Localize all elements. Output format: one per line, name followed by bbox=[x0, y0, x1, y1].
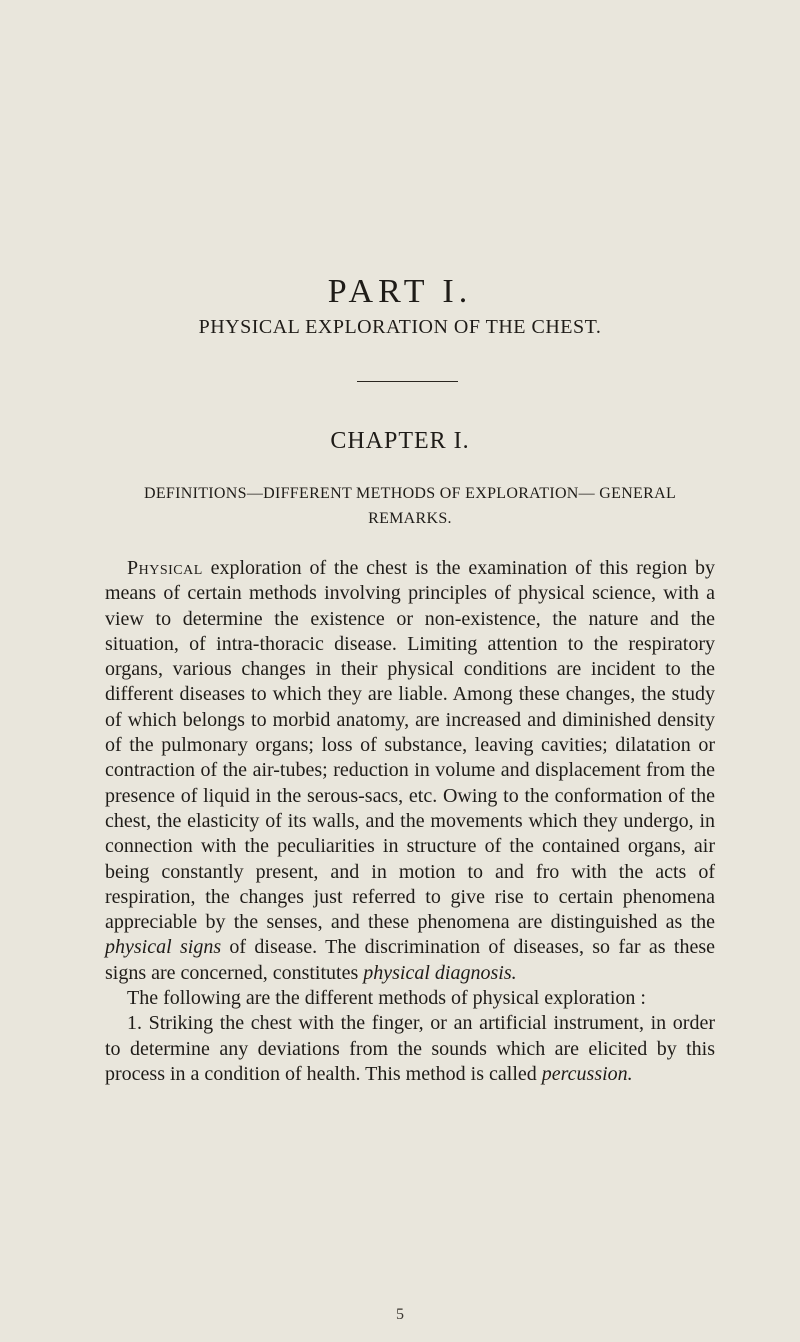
paragraph-method-percussion bbox=[105, 1011, 715, 1087]
paragraph-text: exploration of the chest is the examination of this region by means of certain methods involving principles of physical science, with a view to determine the existence or non-existence, the nature and the situation, of intra-thoracic disease. Limiting attention to the respiratory organs, various changes in their physical conditions are incident to the different diseases to which they are liable. Among these changes, the study of which belongs to morbid anatomy, are increased and diminished density of the pulmonary organs; loss of substance, leaving cavities; dilatation or contraction of the air-tubes; reduction in volume and displacement from the presence of liquid in the serous-sacs, etc. Owing to the conformation of the chest, the elasticity of its walls, and the movements which they undergo, in connection with the peculiarities in structure of the contained organs, air being constantly present, and in motion to and fro with the acts of respiration, the changes just referred to give rise to certain phenomena appreciable by the senses, and these phenomena are distinguished as the bbox=[105, 557, 715, 934]
emphasis-term: physical signs bbox=[105, 936, 222, 959]
part-subtitle: PHYSICAL EXPLORATION OF THE CHEST. bbox=[198, 316, 602, 338]
paragraph-definition bbox=[105, 556, 715, 986]
section-divider bbox=[357, 381, 458, 382]
paragraph-methods-intro: The following are the different methods of physical exploration : bbox=[127, 987, 646, 1010]
body-text bbox=[105, 556, 715, 1087]
part-title: PART I. bbox=[327, 273, 473, 310]
chapter-title: CHAPTER I. bbox=[330, 428, 470, 454]
paragraph-text: of disease. The discrimination of diseases, so far as these signs are concerned, constitutes bbox=[105, 936, 715, 984]
chapter-subtitle: DEFINITIONS—DIFFERENT METHODS OF EXPLORATION— GENERAL REMARKS. bbox=[143, 485, 677, 527]
page-number: 5 bbox=[396, 1306, 404, 1323]
paragraph-lead-word: Physical bbox=[127, 557, 203, 579]
emphasis-term: percussion. bbox=[541, 1062, 633, 1085]
paragraph-text: 1. Striking the chest with the finger, or an artificial instrument, in order to determine any deviations from the sounds which are elicited by this process in a condition of health. This method is called bbox=[105, 1012, 715, 1085]
emphasis-term: physical diagnosis. bbox=[363, 961, 517, 984]
